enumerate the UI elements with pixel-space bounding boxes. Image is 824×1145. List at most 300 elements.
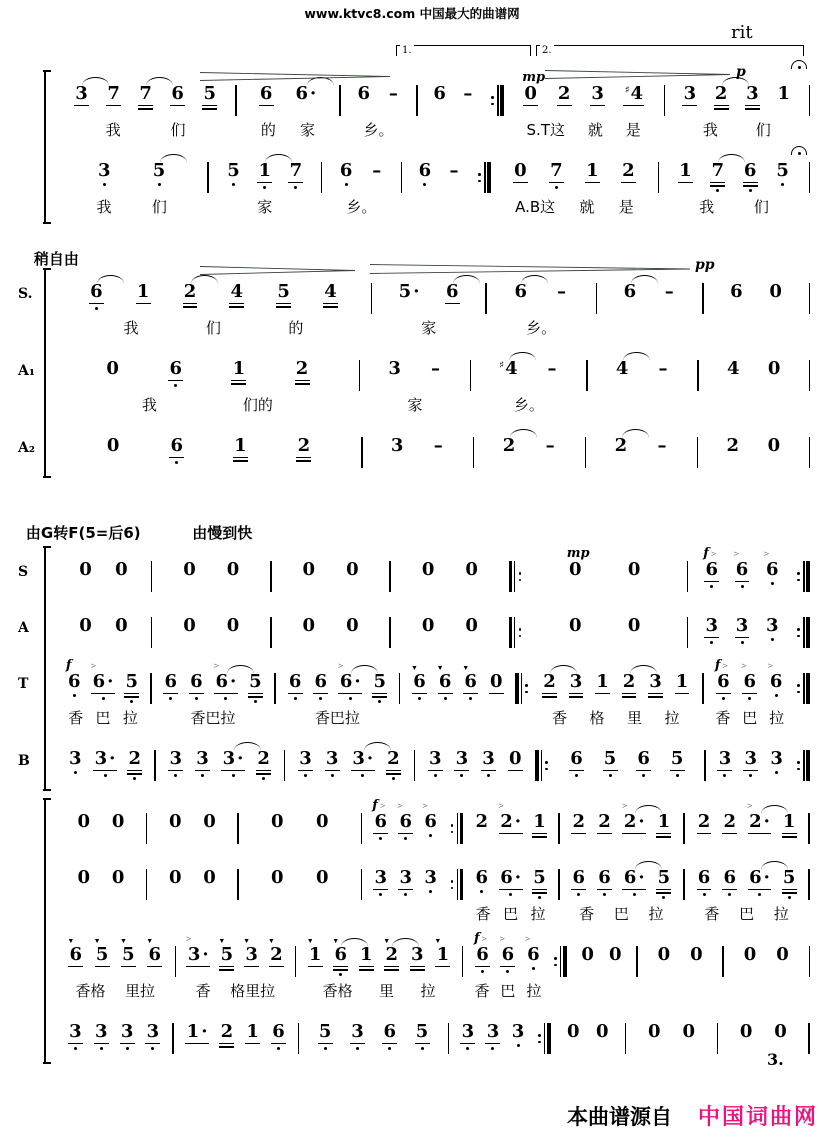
digit: 5 (398, 281, 412, 302)
note-glyph (446, 283, 459, 301)
note-glyph (422, 561, 435, 579)
underline (532, 833, 547, 835)
lyrics (588, 394, 698, 415)
dots (538, 1034, 541, 1044)
digit: 6 (90, 281, 103, 302)
note-glyph (78, 813, 91, 831)
measure-notes (152, 548, 270, 595)
barline (809, 946, 811, 977)
digit: 1 (246, 1021, 259, 1042)
digit: 1 (657, 811, 671, 832)
digit: 2 (726, 435, 740, 456)
note-glyph (740, 1023, 753, 1041)
dots (797, 628, 800, 638)
note-glyph (184, 283, 197, 301)
underline (248, 696, 263, 698)
notes-line (56, 347, 810, 415)
measure-notes (688, 548, 796, 595)
note-glyph (419, 162, 432, 180)
underline (621, 182, 636, 184)
digit: 3 (428, 748, 442, 769)
measure (56, 933, 175, 1001)
measure (659, 149, 808, 217)
note (767, 437, 780, 455)
lyric-syllable: 香 (715, 709, 731, 727)
measure (665, 72, 808, 140)
augmentation-dot: · (310, 83, 317, 104)
lyric-syllable: 的 (260, 121, 276, 139)
digit: 5 (657, 867, 671, 888)
note (227, 561, 240, 579)
measure-notes (372, 270, 485, 317)
note-glyph (744, 162, 757, 180)
note-annotations (734, 550, 740, 560)
lyrics (239, 903, 361, 924)
digit: 2 (598, 811, 611, 832)
underline (359, 966, 374, 968)
digit: 0 (346, 615, 359, 636)
note (90, 661, 114, 700)
note (373, 673, 386, 703)
dot (545, 768, 548, 771)
measure-notes (560, 856, 684, 903)
lyrics (360, 394, 470, 415)
note (297, 437, 310, 462)
octave-dot (662, 896, 665, 899)
score-row (56, 149, 810, 217)
note (509, 750, 522, 771)
octave-dot (775, 771, 778, 774)
underline (68, 966, 83, 968)
lyric-syllable: 我 (105, 121, 121, 139)
note-glyph (139, 85, 152, 103)
underline (549, 182, 564, 184)
lyrics (322, 196, 401, 217)
lyrics (699, 394, 809, 415)
measure (415, 737, 535, 784)
note (299, 750, 312, 777)
notes-line (56, 604, 810, 651)
note (768, 360, 781, 378)
note (203, 813, 216, 831)
underline (74, 105, 89, 107)
note-glyph (98, 162, 111, 180)
octave-dot (775, 694, 778, 697)
digit: 1 (186, 1021, 200, 1042)
score-row (56, 800, 810, 847)
note-annotations (146, 938, 153, 945)
note (316, 869, 329, 887)
digit: 0 (421, 559, 435, 580)
underline (460, 1043, 475, 1045)
digit: 7 (550, 160, 563, 181)
note-glyph (745, 750, 758, 768)
octave-dot (517, 1044, 520, 1047)
note (346, 561, 359, 579)
note-glyph (743, 673, 756, 691)
digit: 3 (461, 1021, 475, 1042)
underline (508, 770, 523, 772)
measure-notes (724, 933, 809, 980)
digit: 0 (739, 1021, 753, 1042)
octave-dot (421, 1047, 424, 1050)
lyrics (56, 980, 175, 1001)
note (434, 937, 450, 967)
note-annotations (715, 659, 728, 672)
augmentation-dot: · (413, 281, 420, 302)
measure (400, 660, 515, 728)
digit: 1 (136, 281, 150, 302)
note-glyph (233, 360, 246, 378)
note-glyph (712, 162, 725, 180)
note-glyph (115, 617, 128, 635)
note-glyph (533, 869, 546, 887)
underline (704, 637, 719, 639)
digit: 0 (183, 559, 196, 580)
underline (386, 770, 401, 772)
digit: 6 (424, 811, 437, 832)
underline (195, 770, 210, 772)
underline (398, 889, 413, 891)
underline (481, 770, 496, 772)
note-glyph (187, 1023, 208, 1041)
digit: 0 (168, 867, 182, 888)
note-glyph (706, 561, 719, 579)
underline (438, 693, 453, 695)
octave-dot (481, 970, 484, 973)
digit: 3 (455, 748, 469, 769)
note-glyph (196, 750, 209, 768)
notes-line (56, 1010, 810, 1057)
lyric-syllable: A.B这 (515, 198, 556, 216)
note-glyph (221, 946, 234, 964)
octave-dot (555, 186, 558, 189)
octave-dot (710, 585, 713, 588)
note (648, 1023, 661, 1041)
measure-notes (360, 347, 470, 394)
note-glyph (736, 617, 749, 635)
underline (168, 770, 183, 772)
note-glyph (260, 85, 273, 103)
measure (463, 800, 558, 847)
note-annotations (747, 802, 753, 812)
note-annotations (213, 662, 219, 672)
lyric-syllable: 的 (288, 319, 304, 337)
note-glyph (346, 561, 359, 579)
lyric-syllable: 香巴拉 (314, 709, 360, 727)
note-glyph (581, 946, 594, 964)
note (763, 549, 779, 585)
underline (410, 969, 425, 971)
digit: 1 (596, 671, 609, 692)
augmentation-dot: · (237, 748, 244, 769)
measure (56, 604, 151, 651)
note (586, 162, 599, 183)
underline (697, 889, 712, 891)
note-glyph (383, 1023, 396, 1041)
dot (797, 572, 800, 575)
note (243, 937, 258, 967)
note (271, 869, 284, 887)
underline (185, 1043, 209, 1045)
note-glyph (730, 283, 743, 301)
measure-notes (418, 72, 490, 119)
note (486, 1023, 499, 1050)
decrescendo-hairpin (370, 264, 690, 274)
measure (685, 856, 809, 924)
note (570, 673, 583, 698)
underline (372, 693, 387, 695)
digit: 6 (164, 671, 177, 692)
note-glyph (476, 946, 489, 964)
note-glyph (115, 561, 128, 579)
staccato-mark: ▼ (462, 664, 470, 672)
note-glyph (79, 617, 92, 635)
digit: 2 (543, 671, 556, 692)
note-glyph (509, 750, 522, 768)
note-glyph (96, 946, 109, 964)
digit: 7 (107, 83, 120, 104)
lyrics (487, 317, 596, 338)
note-glyph (706, 617, 719, 635)
octave-dot (74, 1047, 77, 1050)
underline (569, 696, 584, 698)
note-glyph (719, 750, 732, 768)
sharp-sign: ♯ (499, 360, 505, 371)
lyric-syllable: 香格 (75, 982, 106, 1000)
note-glyph (413, 673, 426, 691)
digit: 5 (220, 944, 234, 965)
note-glyph (475, 869, 488, 887)
digit: 1 (436, 944, 450, 965)
underline (454, 770, 469, 772)
octave-dot (771, 582, 774, 585)
thin (514, 617, 516, 648)
measure (152, 548, 270, 595)
note-glyph (373, 673, 386, 691)
measure-notes (296, 933, 462, 980)
note-glyph (616, 360, 629, 378)
notes-line (56, 72, 810, 140)
octave-dot (418, 697, 421, 700)
octave-dot (460, 774, 463, 777)
octave-dot (345, 183, 348, 186)
note (271, 813, 284, 831)
underline (717, 770, 732, 772)
note (223, 750, 244, 777)
dash: – (463, 83, 473, 104)
note (522, 70, 546, 106)
note (598, 869, 611, 896)
lyric-syllable: 我 (699, 198, 715, 216)
note-glyph (777, 85, 790, 103)
note-annotations (332, 938, 339, 945)
note (383, 937, 399, 971)
digit: 3 (222, 748, 236, 769)
barline (808, 813, 810, 844)
underline (106, 105, 121, 107)
thick (535, 750, 539, 781)
measure (471, 347, 586, 415)
underline (229, 303, 244, 305)
note-glyph (169, 813, 182, 831)
thin (497, 85, 499, 116)
underline (271, 1043, 286, 1045)
underline (333, 969, 348, 971)
note (196, 750, 209, 777)
digit: 2 (183, 281, 197, 302)
note (766, 617, 779, 641)
measure-notes (147, 800, 237, 847)
digit: 6 (623, 281, 637, 302)
note-annotations (411, 665, 418, 672)
dot (545, 761, 548, 764)
note-glyph (249, 673, 262, 691)
note (446, 283, 459, 304)
augmentation-dot: · (514, 811, 522, 832)
dot (491, 103, 494, 106)
underline (435, 966, 450, 968)
digit: 6 (501, 944, 515, 965)
underline (656, 889, 671, 891)
note-glyph (147, 1023, 160, 1041)
octave-dot (633, 893, 636, 896)
note-glyph (387, 750, 400, 768)
note-annotations (462, 665, 469, 672)
note (490, 673, 503, 694)
note-annotations (622, 802, 628, 812)
dash: – (547, 358, 557, 379)
note-glyph (106, 360, 119, 378)
underline (569, 770, 584, 772)
note-glyph (717, 673, 730, 691)
note (227, 617, 240, 635)
digit: 5 (670, 748, 684, 769)
notes-line (56, 737, 810, 784)
score-row (56, 604, 810, 651)
measure (550, 737, 705, 784)
note-glyph (112, 869, 125, 887)
note-glyph (550, 162, 563, 180)
note (258, 162, 271, 189)
note-glyph (724, 869, 737, 887)
underline (485, 1043, 500, 1045)
underline (219, 1043, 234, 1045)
accent-mark: > (499, 934, 506, 945)
volta-1-label: 1. (402, 45, 412, 56)
underline (523, 105, 538, 107)
note (218, 937, 234, 971)
augmentation-dot: · (763, 867, 770, 888)
note-glyph (319, 1023, 332, 1041)
underline (743, 770, 758, 772)
digit: 5 (125, 671, 139, 692)
note (657, 946, 670, 964)
dot (519, 628, 522, 631)
digit: 3 (146, 1021, 160, 1042)
digit: 0 (690, 944, 703, 965)
note (374, 869, 387, 896)
octave-dot (603, 893, 606, 896)
augmentation-dot: · (366, 748, 374, 769)
note-glyph (399, 813, 412, 831)
underline (248, 693, 263, 695)
underline (276, 303, 291, 305)
note-annotations (437, 665, 444, 672)
repeat-end-barline (796, 673, 810, 704)
note (115, 617, 128, 635)
thin (560, 946, 562, 977)
underline (350, 1043, 365, 1045)
digit: 0 (421, 615, 435, 636)
measure-notes (56, 270, 371, 317)
note-glyph (604, 750, 617, 768)
note-glyph (272, 1023, 285, 1041)
note-glyph (429, 750, 442, 768)
underline (214, 693, 238, 695)
note-glyph (270, 946, 283, 964)
note-glyph (766, 561, 779, 579)
octave-dot (466, 1047, 469, 1050)
note-glyph (296, 360, 309, 378)
fermata-icon (791, 146, 807, 155)
digit: 3 (245, 944, 258, 965)
note (170, 437, 183, 464)
underline (722, 833, 737, 835)
lyrics (638, 980, 723, 1001)
measure-notes (550, 737, 705, 784)
dot (451, 880, 454, 883)
measure (56, 1010, 172, 1057)
digit: 6 (697, 867, 711, 888)
note-glyph (464, 673, 477, 691)
footer-brand-link[interactable]: 中国词曲网 (697, 1105, 818, 1130)
underline (147, 966, 162, 968)
note-glyph (231, 283, 244, 301)
sharp-sign: ♯ (624, 85, 630, 96)
digit: 0 (508, 748, 522, 769)
note (183, 561, 196, 579)
note (319, 1023, 332, 1050)
notes-line (56, 548, 810, 595)
note (346, 617, 359, 635)
note (433, 85, 446, 103)
lyric-syllable: 格里拉 (230, 982, 276, 1000)
repeat-start-barline (515, 673, 529, 704)
digit: 2 (614, 435, 628, 456)
staccato-mark: ▼ (436, 664, 444, 672)
tempo-rit-marking: rit (731, 22, 753, 43)
underline (94, 1043, 109, 1045)
measure (688, 548, 796, 595)
note-glyph (79, 561, 92, 579)
note (499, 360, 517, 378)
note (387, 85, 400, 103)
note (429, 750, 442, 777)
note (410, 664, 426, 700)
digit: 6 (446, 281, 459, 302)
underline (571, 889, 586, 891)
lyrics (704, 707, 796, 728)
measure-notes (402, 149, 477, 196)
digit: 5 (373, 671, 386, 692)
measure-notes (471, 347, 586, 394)
voice-label (18, 72, 44, 149)
note-glyph (234, 437, 247, 455)
octave-dot (748, 697, 751, 700)
digit: 6 (170, 435, 183, 456)
note (596, 1023, 609, 1041)
